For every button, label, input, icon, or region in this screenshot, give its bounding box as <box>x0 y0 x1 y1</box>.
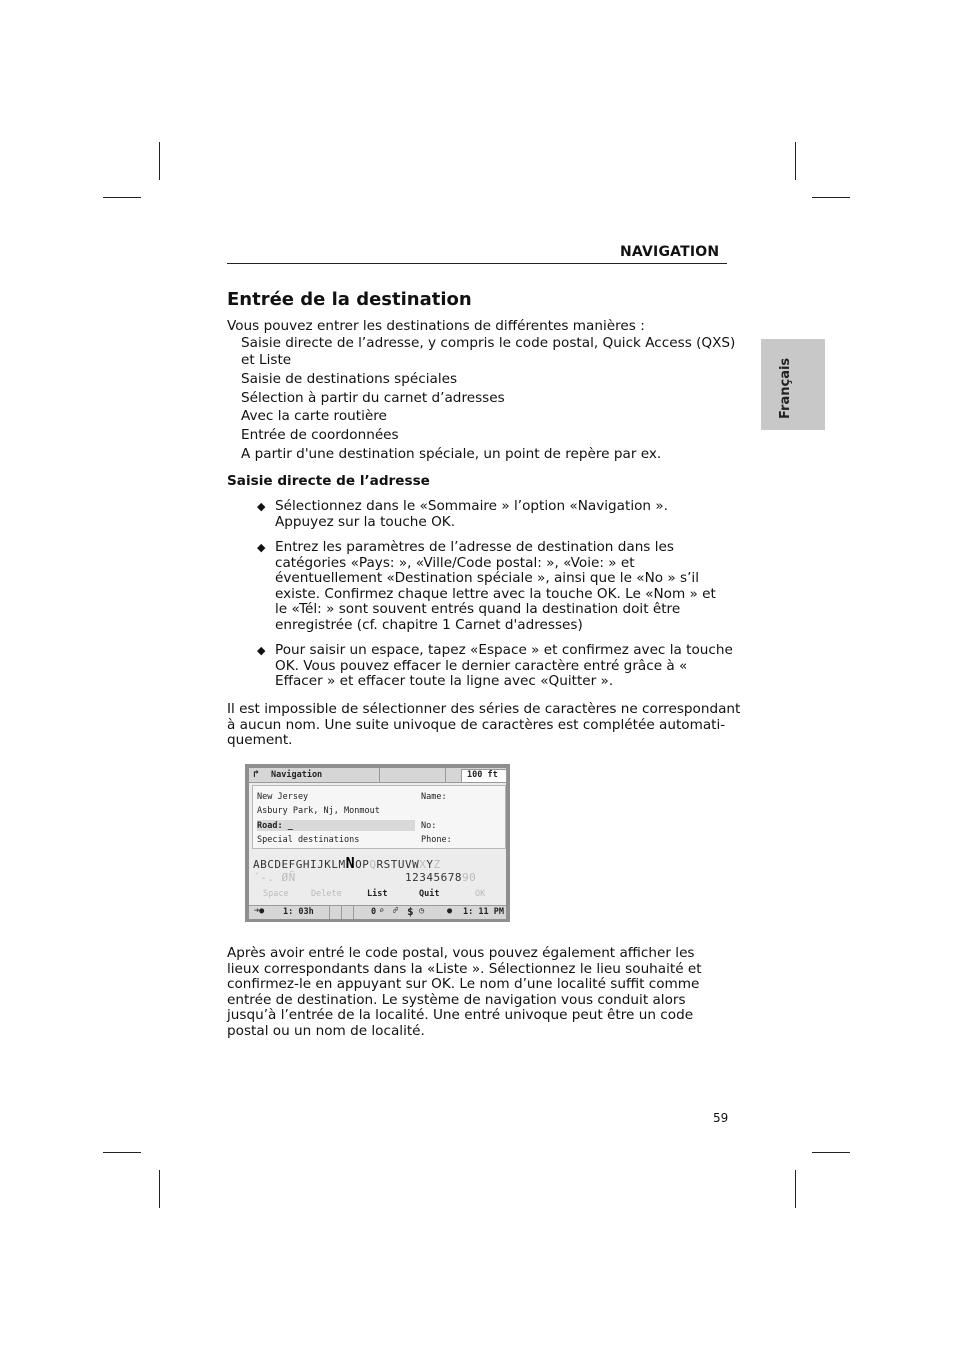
option-item: et Liste <box>241 352 292 368</box>
quit-button[interactable]: Quit <box>419 889 440 899</box>
map-scale: 100 ft <box>467 770 498 780</box>
crop-mark <box>812 197 850 198</box>
field-city[interactable]: Asbury Park, Nj, Monmout <box>257 806 380 816</box>
status-divider <box>353 906 354 919</box>
option-item: Sélection à partir du carnet d’adresses <box>241 390 505 406</box>
option-item: Saisie directe de l’adresse, y compris le code postal, Quick Access (QXS) <box>241 335 736 351</box>
bullet-icon: ◆ <box>257 500 266 513</box>
crop-mark <box>795 142 796 180</box>
crop-mark <box>795 1170 796 1208</box>
selected-key: N <box>345 854 356 872</box>
option-item: A partir d'une destination spéciale, un point de repère par ex. <box>241 446 662 462</box>
title-divider <box>445 768 446 782</box>
navigation-screenshot <box>245 764 510 922</box>
title-divider <box>379 768 380 782</box>
satellite-icon: ⌕ <box>379 906 385 916</box>
space-button[interactable]: Space <box>263 889 289 899</box>
closing-paragraph: Après avoir entré le code postal, vous pouvez également afficher les lieux correspondants dans la «Liste ». Sélectionnez le lieu souhaité et confirmez-le en appuyant sur OK. Le nom d’une localité suffit comme entrée de destination. Le système de navigation vous conduit alors jusqu’à l’entrée de la localité. Une entré univoque peut être un code postal ou un nom de localité. <box>227 945 702 1039</box>
page-number: 59 <box>713 1111 729 1125</box>
field-country[interactable]: New Jersey <box>257 792 309 802</box>
field-road[interactable]: Road: _ <box>257 821 293 831</box>
bullet-item: Sélectionnez dans le «Sommaire » l’option «Navigation ». Appuyez sur la touche OK. <box>275 498 668 530</box>
intro-text: Vous pouvez entrer les destinations de différentes manières : <box>227 318 645 334</box>
field-phone[interactable]: Phone: <box>421 835 452 845</box>
bullet-item: Pour saisir un espace, tapez «Espace » et confirmez avec la touche OK. Vous pouvez effacer le dernier caractère entré grâce à « Effacer » et effacer toute la ligne avec «Quitter ». <box>275 642 733 690</box>
navigation-arrow-icon: ↱ <box>253 769 260 780</box>
note-paragraph: Il est impossible de sélectionner des séries de caractères ne correspondant à aucun nom. Une suite univoque de caractères est complétée automati- quement. <box>227 701 741 749</box>
status-count: 0 <box>371 907 377 917</box>
running-header: NAVIGATION <box>620 244 720 260</box>
option-item: Avec la carte routière <box>241 408 387 424</box>
section-title: Entrée de la destination <box>227 289 472 310</box>
crop-mark <box>812 1152 850 1153</box>
screen-title-bar <box>249 768 506 783</box>
status-divider <box>329 906 330 919</box>
language-tab-label: Français <box>778 357 793 419</box>
travel-time: 1: 03h <box>283 907 314 917</box>
bullet-icon: ◆ <box>257 541 266 554</box>
bullet-icon: ◆ <box>257 644 266 657</box>
field-special-destinations[interactable]: Special destinations <box>257 835 360 845</box>
clock-time: 1: 11 PM <box>463 907 504 917</box>
field-number[interactable]: No: <box>421 821 437 831</box>
signal-icon: ☍ <box>393 906 399 916</box>
option-item: Saisie de destinations spéciales <box>241 371 458 387</box>
header-rule <box>227 263 727 264</box>
bullet-item: Entrez les paramètres de l’adresse de destination dans les catégories «Pays: », «Ville/Code postal: », «Voie: » et éventuellement «Destination spéciale », ainsi que le «No » s’il existe. Confirmez chaque lettre avec la touche OK. Le «Nom » et le «Tél: » sont souvent entrés quand la destination doit être enregistrée (cf. chapitre 1 Carnet d'adresses) <box>275 539 716 633</box>
crop-mark <box>159 142 160 180</box>
dollar-icon: $ <box>407 905 414 918</box>
letter-keyboard[interactable]: ABCDEFGHIJKLMNOPQRSTUVWXYZ <box>253 854 441 872</box>
ok-button[interactable]: OK <box>475 889 486 899</box>
position-dot-icon: ● <box>447 906 453 916</box>
status-divider <box>341 906 342 919</box>
language-tab <box>761 339 825 430</box>
screen-title: Navigation <box>271 770 323 780</box>
field-name[interactable]: Name: <box>421 792 447 802</box>
clock-icon: ◷ <box>419 906 425 916</box>
list-button[interactable]: List <box>367 889 388 899</box>
delete-button[interactable]: Delete <box>311 889 342 899</box>
subsection-title: Saisie directe de l’adresse <box>227 473 430 489</box>
crop-mark <box>103 1152 141 1153</box>
status-bar <box>249 905 506 919</box>
symbol-keyboard[interactable]: ´-. ØÑ 1234567890 <box>253 871 477 884</box>
route-arrow-icon: ➜● <box>254 906 265 916</box>
crop-mark <box>159 1170 160 1208</box>
crop-mark <box>103 197 141 198</box>
option-item: Entrée de coordonnées <box>241 427 399 443</box>
